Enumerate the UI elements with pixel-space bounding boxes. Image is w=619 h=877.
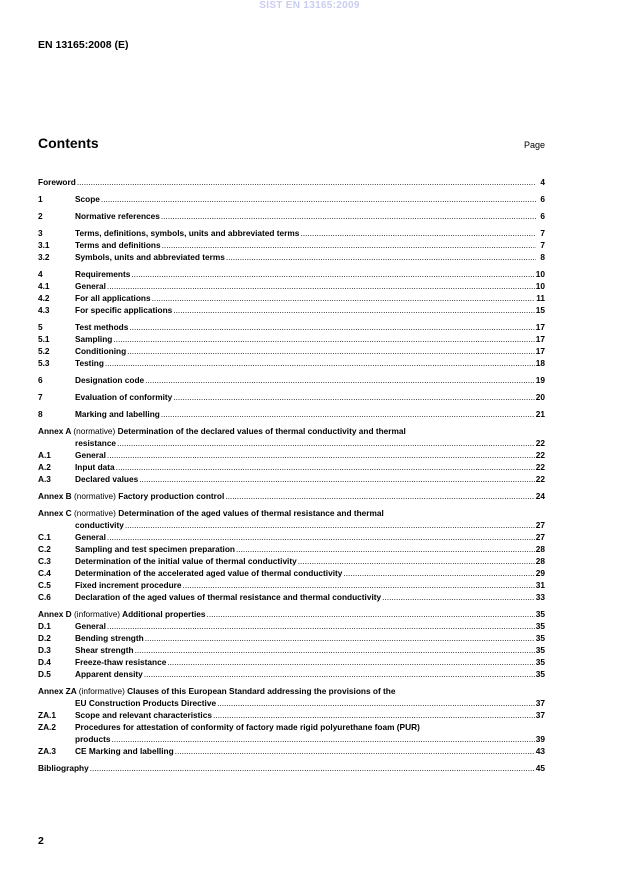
toc-entry-page: 6 (540, 211, 545, 221)
toc-entry[interactable] (38, 668, 545, 680)
toc-entry-page: 15 (535, 305, 545, 315)
toc-entry-page: 39 (535, 734, 545, 744)
toc-entry-page: 22 (535, 462, 545, 472)
toc-entry[interactable] (38, 227, 545, 239)
toc-entry-page: 19 (535, 375, 545, 385)
toc-entry-title: Determination of the accelerated aged value of thermal conductivity (75, 568, 343, 578)
toc-entry-page: 35 (535, 621, 545, 631)
document-id: EN 13165:2008 (E) (38, 39, 129, 51)
toc-entry[interactable] (38, 745, 545, 757)
toc-entry-number: 1 (38, 194, 43, 204)
toc-entry-page: 31 (535, 580, 545, 590)
toc-entry-page: 33 (535, 592, 545, 602)
toc-dot-leader (116, 461, 535, 473)
toc-entry-number: ZA.3 (38, 746, 56, 756)
toc-entry[interactable] (38, 543, 545, 555)
watermark: SIST EN 13165:2009 (259, 0, 360, 11)
toc-annex-entry[interactable] (38, 425, 545, 449)
toc-entry-title: Normative references (75, 211, 160, 221)
toc-entry-number: C.2 (38, 544, 51, 554)
toc-dot-leader (161, 210, 536, 222)
toc-dot-leader (298, 555, 535, 567)
toc-entry-page: 24 (535, 491, 545, 501)
toc-annex-label: Annex ZA (38, 686, 77, 696)
toc-entry-page: 21 (535, 409, 545, 419)
toc-annex-entry[interactable] (38, 507, 545, 531)
toc-entry-page: 37 (535, 710, 545, 720)
toc-dot-leader (213, 709, 535, 721)
toc-entry-page: 18 (535, 358, 545, 368)
toc-entry-number: 4.2 (38, 293, 50, 303)
toc-annex-note: (informative) (78, 686, 125, 696)
toc-dot-leader (107, 449, 535, 461)
toc-entry[interactable] (38, 709, 545, 721)
toc-dot-leader (101, 193, 536, 205)
toc-entry-title: Declaration of the aged values of thermal resistance and thermal conductivity (75, 592, 382, 602)
toc-entry-title: Declared values (75, 474, 139, 484)
toc-entry-title: General (75, 621, 106, 631)
toc-annex-heading (38, 685, 395, 697)
toc-dot-leader (129, 321, 534, 333)
toc-entry-title: Procedures for attestation of conformity of factory made rigid polyurethane foam (PUR) (75, 722, 420, 732)
toc-dot-leader (175, 745, 535, 757)
toc-entry-page: 35 (535, 645, 545, 655)
toc-dot-leader (236, 543, 535, 555)
toc-entry[interactable] (38, 345, 545, 357)
toc-entry-page: 22 (535, 438, 545, 448)
toc-entry-page: 28 (535, 544, 545, 554)
toc-entry[interactable] (38, 292, 545, 304)
toc-entry-number: D.1 (38, 621, 51, 631)
toc-entry[interactable] (38, 357, 545, 369)
toc-entry-number: 8 (38, 409, 43, 419)
toc-entry[interactable] (38, 461, 545, 473)
toc-entry-title: General (75, 532, 106, 542)
toc-entry-number: 3.1 (38, 240, 50, 250)
toc-annex-entry[interactable] (38, 490, 545, 502)
toc-entry-number: C.5 (38, 580, 51, 590)
toc-entry-title: Terms and definitions (75, 240, 161, 250)
toc-entry-number: C.6 (38, 592, 51, 602)
toc-dot-leader (113, 333, 534, 345)
toc-entry[interactable] (38, 531, 545, 543)
toc-dot-leader (173, 304, 534, 316)
toc-entry-page: 22 (535, 474, 545, 484)
toc-dot-leader (77, 176, 536, 188)
toc-entry[interactable] (38, 555, 545, 567)
toc-entry-page: 27 (535, 520, 545, 530)
toc-entry-page: 43 (535, 746, 545, 756)
toc-dot-leader (131, 268, 534, 280)
toc-dot-leader (107, 280, 535, 292)
toc-annex-label: Annex C (38, 508, 72, 518)
toc-entry-page: 6 (540, 194, 545, 204)
toc-dot-leader (145, 632, 535, 644)
toc-entry-title: Determination of the aged values of thermal resistance and thermal (118, 508, 384, 518)
toc-entry-page: 35 (535, 609, 545, 619)
toc-entry-page: 22 (535, 450, 545, 460)
toc-annex-heading (38, 608, 206, 620)
toc-entry-page: 17 (535, 334, 545, 344)
toc-annex-entry[interactable] (38, 608, 545, 620)
toc-entry[interactable] (38, 644, 545, 656)
toc-entry[interactable] (38, 321, 545, 333)
toc-entry-number: 7 (38, 392, 43, 402)
contents-title: Contents (38, 135, 99, 151)
toc-annex-label: Annex A (38, 426, 72, 436)
toc-dot-leader (107, 531, 535, 543)
toc-entry-page: 45 (535, 763, 545, 773)
toc-entry-title: Foreword (38, 177, 76, 187)
toc-entry[interactable] (38, 193, 545, 205)
toc-entry-number: 4.1 (38, 281, 50, 291)
toc-entry-title: CE Marking and labelling (75, 746, 174, 756)
toc-entry-title: Designation code (75, 375, 145, 385)
toc-entry-title: Testing (75, 358, 104, 368)
toc-entry-title: Bending strength (75, 633, 144, 643)
toc-entry-page: 35 (535, 633, 545, 643)
toc-dot-leader (217, 697, 535, 709)
toc-entry-number: 3.2 (38, 252, 50, 262)
toc-entry-page: 10 (535, 281, 545, 291)
toc-dot-leader (226, 251, 536, 263)
toc-dot-leader (173, 391, 535, 403)
toc-entry-title: Terms, definitions, symbols, units and abbreviated terms (75, 228, 300, 238)
toc-entry-page: 35 (535, 657, 545, 667)
toc-entry[interactable] (38, 210, 545, 222)
toc-entry-number: ZA.2 (38, 722, 56, 732)
toc-entry-title-continued: conductivity (75, 520, 124, 530)
toc-dot-leader (112, 733, 535, 745)
toc-dot-leader (382, 591, 535, 603)
toc-entry-title: Marking and labelling (75, 409, 160, 419)
toc-entry-number: 5.3 (38, 358, 50, 368)
toc-entry-page: 17 (535, 322, 545, 332)
toc-entry-title-continued: EU Construction Products Directive (75, 698, 217, 708)
toc-entry-page: 10 (535, 269, 545, 279)
toc-entry[interactable] (38, 762, 545, 774)
toc-annex-note: (normative) (73, 491, 116, 501)
toc-entry-title: Conditioning (75, 346, 127, 356)
toc-annex-note: (normative) (73, 508, 116, 518)
toc-entry-title: Scope and relevant characteristics (75, 710, 212, 720)
toc-entry[interactable] (38, 391, 545, 403)
toc-dot-leader (117, 437, 535, 449)
toc-entry-number: 5.1 (38, 334, 50, 344)
toc-entry-number: D.3 (38, 645, 51, 655)
toc-entry[interactable] (38, 268, 545, 280)
toc-entry-title: Freeze-thaw resistance (75, 657, 167, 667)
toc-dot-leader (145, 374, 535, 386)
toc-entry-title-continued: resistance (75, 438, 117, 448)
toc-entry-title: Evaluation of conformity (75, 392, 173, 402)
toc-entry[interactable] (38, 333, 545, 345)
toc-entry-title: General (75, 281, 106, 291)
toc-entry-title: Determination of the declared values of thermal conductivity and thermal (117, 426, 406, 436)
toc-entry-number: D.2 (38, 633, 51, 643)
toc-dot-leader (207, 608, 535, 620)
toc-annex-note: (informative) (73, 609, 121, 619)
toc-annex-heading (38, 507, 384, 519)
toc-entry-title: Fixed increment procedure (75, 580, 182, 590)
toc-entry-number: C.3 (38, 556, 51, 566)
toc-dot-leader (125, 519, 535, 531)
toc-dot-leader (105, 357, 535, 369)
toc-entry-number: 4.3 (38, 305, 50, 315)
toc-annex-label: Annex B (38, 491, 72, 501)
toc-entry-title: Test methods (75, 322, 129, 332)
toc-entry-title: Sampling and test specimen preparation (75, 544, 235, 554)
toc-entry-number: 5.2 (38, 346, 50, 356)
toc-entry-title: Scope (75, 194, 100, 204)
toc-dot-leader (162, 239, 536, 251)
toc-entry-number: ZA.1 (38, 710, 56, 720)
toc-entry-page: 27 (535, 532, 545, 542)
toc-entry-title: For all applications (75, 293, 151, 303)
toc-entry-number: D.5 (38, 669, 51, 679)
toc-entry[interactable] (38, 449, 545, 461)
toc-dot-leader (139, 473, 535, 485)
toc-dot-leader (343, 567, 534, 579)
toc-dot-leader (144, 668, 535, 680)
toc-entry-page: 17 (535, 346, 545, 356)
toc-entry-page: 11 (536, 293, 545, 303)
toc-entry-number: 4 (38, 269, 43, 279)
toc-entry-number: A.2 (38, 462, 51, 472)
toc-dot-leader (161, 408, 535, 420)
toc-entry-title: Input data (75, 462, 115, 472)
toc-entry-title: Clauses of this European Standard addressing the provisions of the (127, 686, 396, 696)
toc-entry-number: A.1 (38, 450, 51, 460)
toc-entry-title: Apparent density (75, 669, 143, 679)
toc-dot-leader (300, 227, 536, 239)
toc-dot-leader (225, 490, 534, 502)
toc-entry[interactable] (38, 721, 545, 745)
toc-entry-page: 7 (540, 228, 545, 238)
toc-entry[interactable] (38, 280, 545, 292)
toc-entry-title: Shear strength (75, 645, 134, 655)
toc-annex-entry[interactable] (38, 685, 545, 709)
toc-entry[interactable] (38, 239, 545, 251)
toc-entry-page: 29 (535, 568, 545, 578)
toc-entry-page: 28 (535, 556, 545, 566)
toc-entry[interactable] (38, 176, 545, 188)
toc-entry-number: 2 (38, 211, 43, 221)
toc-entry-page: 20 (535, 392, 545, 402)
toc-dot-leader (90, 762, 535, 774)
toc-entry-title: Determination of the initial value of thermal conductivity (75, 556, 297, 566)
toc-entry[interactable] (38, 374, 545, 386)
toc-entry[interactable] (38, 408, 545, 420)
toc-dot-leader (127, 345, 535, 357)
toc-entry[interactable] (38, 632, 545, 644)
toc-dot-leader (152, 292, 536, 304)
toc-entry[interactable] (38, 620, 545, 632)
toc-entry-title: Requirements (75, 269, 131, 279)
toc-entry-page: 8 (540, 252, 545, 262)
toc-entry[interactable] (38, 251, 545, 263)
toc-dot-leader (167, 656, 534, 668)
toc-dot-leader (183, 579, 535, 591)
toc-entry-page: 7 (540, 240, 545, 250)
toc-entry[interactable] (38, 473, 545, 485)
toc-entry-number: 6 (38, 375, 43, 385)
toc-dot-leader (135, 644, 535, 656)
toc-entry-title: Sampling (75, 334, 113, 344)
toc-entry-title-continued: products (75, 734, 111, 744)
toc-annex-note: (normative) (73, 426, 116, 436)
toc-entry-number: A.3 (38, 474, 51, 484)
toc-entry-page: 4 (540, 177, 545, 187)
toc-dot-leader (107, 620, 535, 632)
page-column-label: Page (523, 140, 545, 150)
table-of-contents (38, 176, 545, 774)
toc-annex-heading (38, 425, 406, 437)
toc-entry-number: C.4 (38, 568, 51, 578)
page-number: 2 (38, 835, 44, 847)
toc-entry-number: C.1 (38, 532, 51, 542)
toc-entry-page: 35 (535, 669, 545, 679)
toc-entry[interactable] (38, 591, 545, 603)
toc-entry-title: Symbols, units and abbreviated terms (75, 252, 225, 262)
toc-entry-title: Factory production control (118, 491, 225, 501)
toc-entry[interactable] (38, 567, 545, 579)
toc-annex-label: Annex D (38, 609, 72, 619)
toc-entry-title: Bibliography (38, 763, 89, 773)
toc-entry-title: Additional properties (122, 609, 206, 619)
toc-entry[interactable] (38, 579, 545, 591)
toc-entry[interactable] (38, 656, 545, 668)
toc-entry[interactable] (38, 304, 545, 316)
toc-entry-title: General (75, 450, 106, 460)
toc-entry-number: D.4 (38, 657, 51, 667)
toc-entry-page: 37 (535, 698, 545, 708)
toc-annex-heading (38, 490, 224, 502)
toc-entry-number: 3 (38, 228, 43, 238)
toc-entry-number: 5 (38, 322, 43, 332)
toc-entry-title: For specific applications (75, 305, 173, 315)
